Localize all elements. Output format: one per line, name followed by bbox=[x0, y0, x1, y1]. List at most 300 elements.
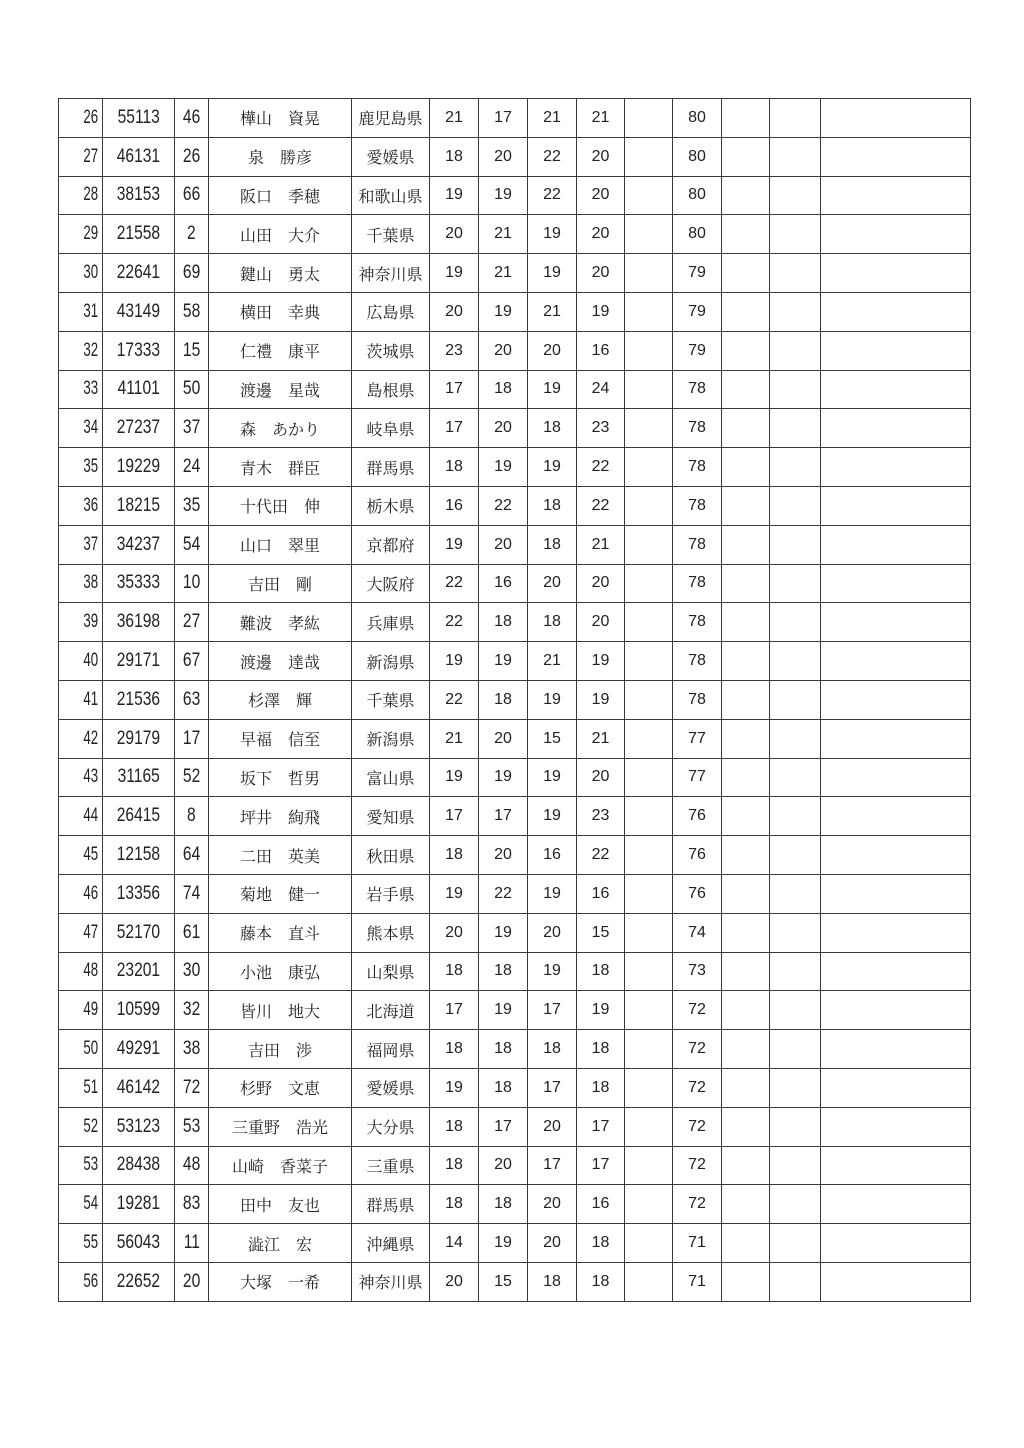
rank-text: 29 bbox=[83, 223, 98, 245]
player-id-cell bbox=[103, 913, 175, 952]
round3-score-text: 20 bbox=[543, 341, 561, 359]
empty-cell bbox=[625, 642, 673, 681]
round2-score-cell bbox=[479, 137, 528, 176]
round2-score-text: 18 bbox=[494, 1040, 512, 1058]
round4-score-text: 20 bbox=[591, 613, 610, 631]
round1-score-cell bbox=[430, 991, 479, 1030]
player-id-cell bbox=[103, 564, 175, 603]
empty-cell bbox=[770, 99, 821, 138]
total-score-text: 79 bbox=[688, 264, 706, 282]
round2-score-text: 17 bbox=[494, 807, 512, 825]
round3-score-cell bbox=[528, 564, 577, 603]
empty-cell bbox=[625, 719, 673, 758]
total-score-text: 79 bbox=[688, 302, 706, 320]
round2-score-text: 21 bbox=[494, 225, 512, 243]
round1-score-text: 22 bbox=[445, 574, 463, 592]
rank-cell bbox=[65, 215, 102, 254]
rank-cell bbox=[65, 1262, 102, 1301]
table-row bbox=[59, 137, 971, 176]
total-score-text: 78 bbox=[688, 496, 706, 514]
prefecture-cell bbox=[352, 331, 430, 370]
rank-cell bbox=[65, 1146, 102, 1185]
rank-cell bbox=[65, 1030, 102, 1069]
round3-score-cell bbox=[528, 680, 577, 719]
round2-score-cell bbox=[479, 913, 528, 952]
round3-score-text: 17 bbox=[543, 1156, 561, 1174]
player-id-cell bbox=[103, 331, 175, 370]
entry-no-text: 66 bbox=[182, 184, 201, 206]
entry-no-cell bbox=[175, 874, 209, 913]
empty-cell bbox=[625, 525, 673, 564]
player-name-cell bbox=[209, 486, 352, 525]
round2-score-cell bbox=[479, 564, 528, 603]
round2-score-text: 19 bbox=[494, 652, 512, 670]
prefecture-cell bbox=[352, 797, 430, 836]
rank-cell bbox=[65, 370, 102, 409]
prefecture-cell bbox=[352, 1262, 430, 1301]
round4-score-cell bbox=[577, 1146, 625, 1185]
round3-score-cell bbox=[528, 99, 577, 138]
player-id-cell bbox=[103, 448, 175, 487]
round2-score-text: 18 bbox=[494, 962, 512, 980]
prefecture-cell bbox=[352, 1068, 430, 1107]
prefecture-text: 鹿児島県 bbox=[358, 109, 423, 129]
total-score-text: 73 bbox=[688, 962, 706, 980]
round1-score-text: 23 bbox=[445, 341, 463, 359]
round3-score-text: 19 bbox=[543, 264, 561, 282]
total-score-text: 72 bbox=[688, 1117, 706, 1135]
table-row bbox=[59, 680, 971, 719]
empty-cell bbox=[625, 874, 673, 913]
round4-score-text: 19 bbox=[591, 302, 610, 320]
entry-no-cell bbox=[175, 1224, 209, 1263]
player-name-text: 皆川 地大 bbox=[239, 1001, 320, 1021]
round4-score-cell bbox=[577, 1107, 625, 1146]
table-row bbox=[59, 1262, 971, 1301]
entry-no-text: 37 bbox=[182, 417, 201, 439]
prefecture-text: 岩手県 bbox=[366, 885, 415, 905]
round2-score-text: 18 bbox=[494, 1195, 512, 1213]
prefecture-cell bbox=[352, 99, 430, 138]
prefecture-text: 熊本県 bbox=[366, 924, 415, 944]
empty-cell bbox=[625, 448, 673, 487]
prefecture-text: 北海道 bbox=[366, 1001, 415, 1021]
entry-no-text: 11 bbox=[183, 1232, 200, 1253]
player-name-cell bbox=[209, 1262, 352, 1301]
prefecture-cell bbox=[352, 719, 430, 758]
round3-score-cell bbox=[528, 370, 577, 409]
entry-no-text: 67 bbox=[182, 650, 201, 672]
round3-score-text: 18 bbox=[543, 1040, 561, 1058]
round4-score-text: 18 bbox=[591, 1040, 610, 1058]
round1-score-cell bbox=[430, 292, 479, 331]
round2-score-cell bbox=[479, 836, 528, 875]
player-name-text: 三重野 浩光 bbox=[231, 1118, 328, 1138]
round2-score-cell bbox=[479, 758, 528, 797]
round1-score-text: 21 bbox=[445, 108, 463, 126]
round1-score-text: 14 bbox=[445, 1234, 463, 1251]
round2-score-text: 20 bbox=[494, 846, 512, 864]
table-row bbox=[59, 1068, 971, 1107]
round4-score-text: 23 bbox=[591, 807, 610, 825]
round4-score-cell bbox=[577, 758, 625, 797]
round1-score-text: 19 bbox=[445, 1078, 463, 1096]
empty-cell bbox=[770, 1146, 821, 1185]
entry-no-cell bbox=[175, 642, 209, 681]
rank-text: 50 bbox=[83, 1038, 98, 1060]
player-name-text: 藤本 直斗 bbox=[239, 924, 320, 944]
prefecture-cell bbox=[352, 564, 430, 603]
round2-score-text: 20 bbox=[494, 729, 512, 747]
round1-score-text: 18 bbox=[445, 846, 463, 864]
round3-score-text: 21 bbox=[543, 302, 561, 320]
entry-no-text: 53 bbox=[182, 1115, 201, 1137]
prefecture-cell bbox=[352, 409, 430, 448]
total-score-text: 78 bbox=[688, 690, 706, 708]
empty-cell bbox=[821, 836, 971, 875]
entry-no-text: 8 bbox=[187, 805, 196, 827]
round4-score-cell bbox=[577, 642, 625, 681]
round3-score-text: 20 bbox=[543, 1117, 561, 1135]
round2-score-cell bbox=[479, 409, 528, 448]
round4-score-text: 20 bbox=[591, 186, 610, 204]
empty-cell bbox=[722, 409, 770, 448]
table-row bbox=[59, 642, 971, 681]
player-id-cell bbox=[103, 719, 175, 758]
rank-text: 26 bbox=[83, 106, 98, 128]
empty-cell bbox=[722, 564, 770, 603]
round1-score-cell bbox=[430, 176, 479, 215]
prefecture-text: 秋田県 bbox=[366, 846, 415, 866]
total-score-text: 78 bbox=[688, 535, 706, 553]
round3-score-text: 20 bbox=[543, 923, 561, 941]
rank-cell bbox=[65, 486, 102, 525]
round1-score-text: 19 bbox=[445, 884, 463, 902]
prefecture-text: 岐阜県 bbox=[366, 419, 415, 439]
total-score-text: 78 bbox=[688, 380, 706, 398]
round3-score-cell bbox=[528, 603, 577, 642]
prefecture-cell bbox=[352, 1185, 430, 1224]
rank-cell bbox=[65, 991, 102, 1030]
rank-text: 44 bbox=[83, 805, 98, 827]
empty-cell bbox=[770, 758, 821, 797]
total-score-cell bbox=[673, 603, 722, 642]
round3-score-cell bbox=[528, 1068, 577, 1107]
empty-cell bbox=[722, 1185, 770, 1224]
round4-score-cell bbox=[577, 370, 625, 409]
rank-text: 39 bbox=[83, 611, 98, 633]
player-name-cell bbox=[209, 603, 352, 642]
rank-text: 31 bbox=[83, 300, 98, 322]
round2-score-cell bbox=[479, 991, 528, 1030]
rank-text: 40 bbox=[83, 650, 98, 672]
round1-score-text: 18 bbox=[445, 1156, 463, 1174]
player-name-cell bbox=[209, 952, 352, 991]
total-score-cell bbox=[673, 292, 722, 331]
round4-score-text: 19 bbox=[591, 1001, 610, 1019]
entry-no-text: 10 bbox=[182, 572, 201, 594]
round2-score-cell bbox=[479, 1262, 528, 1301]
empty-cell bbox=[770, 719, 821, 758]
round1-score-text: 20 bbox=[445, 923, 463, 941]
total-score-cell bbox=[673, 409, 722, 448]
rank-cell bbox=[65, 874, 102, 913]
total-score-cell bbox=[673, 99, 722, 138]
total-score-cell bbox=[673, 564, 722, 603]
round3-score-cell bbox=[528, 1146, 577, 1185]
round2-score-text: 19 bbox=[494, 923, 512, 941]
round2-score-text: 22 bbox=[494, 884, 512, 902]
entry-no-cell bbox=[175, 913, 209, 952]
empty-cell bbox=[770, 215, 821, 254]
round4-score-text: 16 bbox=[591, 884, 610, 902]
table-row bbox=[59, 448, 971, 487]
total-score-cell bbox=[673, 1185, 722, 1224]
empty-cell bbox=[625, 1185, 673, 1224]
round4-score-cell bbox=[577, 1185, 625, 1224]
total-score-cell bbox=[673, 1262, 722, 1301]
entry-no-text: 26 bbox=[182, 145, 201, 167]
round3-score-text: 16 bbox=[543, 846, 561, 864]
round1-score-cell bbox=[430, 1185, 479, 1224]
round1-score-text: 20 bbox=[445, 1272, 463, 1290]
table-row bbox=[59, 913, 971, 952]
empty-cell bbox=[722, 331, 770, 370]
round3-score-cell bbox=[528, 913, 577, 952]
entry-no-cell bbox=[175, 680, 209, 719]
total-score-cell bbox=[673, 525, 722, 564]
empty-cell bbox=[821, 680, 971, 719]
round3-score-cell bbox=[528, 448, 577, 487]
player-name-cell bbox=[209, 719, 352, 758]
player-id-cell bbox=[103, 137, 175, 176]
round3-score-cell bbox=[528, 991, 577, 1030]
round1-score-text: 18 bbox=[445, 458, 463, 476]
player-id-text: 35333 bbox=[116, 572, 161, 594]
round2-score-cell bbox=[479, 292, 528, 331]
rank-cell bbox=[65, 448, 102, 487]
round3-score-text: 19 bbox=[543, 807, 561, 825]
prefecture-cell bbox=[352, 254, 430, 293]
entry-no-text: 15 bbox=[182, 339, 201, 361]
rank-text: 52 bbox=[83, 1115, 98, 1137]
empty-cell bbox=[722, 137, 770, 176]
round3-score-text: 20 bbox=[543, 1195, 561, 1213]
round2-score-cell bbox=[479, 797, 528, 836]
prefecture-text: 大分県 bbox=[366, 1118, 415, 1138]
player-name-cell bbox=[209, 797, 352, 836]
player-id-cell bbox=[103, 1224, 175, 1263]
total-score-cell bbox=[673, 642, 722, 681]
round3-score-text: 19 bbox=[543, 768, 561, 786]
player-id-text: 22641 bbox=[116, 262, 161, 284]
rank-text: 28 bbox=[83, 184, 98, 206]
empty-cell bbox=[821, 603, 971, 642]
player-name-text: 仁禮 康平 bbox=[239, 342, 320, 362]
rank-cell bbox=[65, 797, 102, 836]
round1-score-text: 18 bbox=[445, 962, 463, 980]
entry-no-cell bbox=[175, 952, 209, 991]
player-name-cell bbox=[209, 370, 352, 409]
round1-score-cell bbox=[430, 1030, 479, 1069]
empty-cell bbox=[821, 1224, 971, 1263]
empty-cell bbox=[770, 1262, 821, 1301]
player-id-text: 56043 bbox=[116, 1232, 161, 1253]
prefecture-text: 島根県 bbox=[366, 380, 415, 400]
round1-score-cell bbox=[430, 409, 479, 448]
round3-score-text: 18 bbox=[543, 496, 561, 514]
total-score-cell bbox=[673, 952, 722, 991]
round4-score-text: 17 bbox=[591, 1156, 610, 1174]
total-score-text: 72 bbox=[688, 1001, 706, 1019]
round3-score-text: 18 bbox=[543, 1272, 561, 1290]
round3-score-cell bbox=[528, 292, 577, 331]
round2-score-text: 18 bbox=[494, 380, 512, 398]
empty-cell bbox=[821, 486, 971, 525]
round3-score-cell bbox=[528, 331, 577, 370]
player-id-text: 36198 bbox=[116, 611, 161, 633]
round2-score-text: 21 bbox=[494, 264, 512, 282]
entry-no-cell bbox=[175, 292, 209, 331]
player-id-cell bbox=[103, 99, 175, 138]
round2-score-text: 19 bbox=[494, 1001, 512, 1019]
empty-cell bbox=[625, 836, 673, 875]
total-score-cell bbox=[673, 448, 722, 487]
round4-score-cell bbox=[577, 913, 625, 952]
entry-no-cell bbox=[175, 254, 209, 293]
empty-cell bbox=[625, 370, 673, 409]
player-id-cell bbox=[103, 215, 175, 254]
round3-score-cell bbox=[528, 836, 577, 875]
entry-no-text: 54 bbox=[182, 533, 201, 555]
entry-no-cell bbox=[175, 99, 209, 138]
prefecture-text: 沖縄県 bbox=[366, 1234, 415, 1254]
round3-score-text: 19 bbox=[543, 225, 561, 243]
rank-text: 38 bbox=[83, 572, 98, 594]
round4-score-cell bbox=[577, 874, 625, 913]
results-table bbox=[58, 98, 971, 1302]
round1-score-cell bbox=[430, 331, 479, 370]
empty-cell bbox=[821, 1262, 971, 1301]
player-id-text: 22652 bbox=[116, 1270, 161, 1292]
player-name-text: 杉野 文恵 bbox=[239, 1079, 320, 1099]
table-row bbox=[59, 525, 971, 564]
rank-cell bbox=[65, 758, 102, 797]
empty-cell bbox=[625, 1224, 673, 1263]
round4-score-cell bbox=[577, 409, 625, 448]
round3-score-cell bbox=[528, 719, 577, 758]
empty-cell bbox=[722, 1262, 770, 1301]
round3-score-text: 21 bbox=[543, 652, 561, 670]
prefecture-text: 群馬県 bbox=[366, 1195, 415, 1215]
player-id-cell bbox=[103, 1068, 175, 1107]
player-id-text: 21558 bbox=[116, 223, 161, 245]
round4-score-cell bbox=[577, 797, 625, 836]
round2-score-cell bbox=[479, 1068, 528, 1107]
round4-score-text: 18 bbox=[591, 1272, 610, 1290]
round1-score-text: 18 bbox=[445, 1040, 463, 1058]
round1-score-cell bbox=[430, 1107, 479, 1146]
empty-cell bbox=[821, 1030, 971, 1069]
empty-cell bbox=[722, 874, 770, 913]
empty-cell bbox=[770, 137, 821, 176]
round2-score-cell bbox=[479, 215, 528, 254]
player-id-text: 34237 bbox=[116, 533, 161, 555]
round2-score-cell bbox=[479, 448, 528, 487]
round3-score-cell bbox=[528, 1224, 577, 1263]
table-row bbox=[59, 874, 971, 913]
rank-text: 53 bbox=[83, 1154, 98, 1176]
player-name-text: 山田 大介 bbox=[239, 225, 320, 245]
round1-score-cell bbox=[430, 564, 479, 603]
prefecture-text: 愛媛県 bbox=[366, 1079, 415, 1099]
player-id-cell bbox=[103, 874, 175, 913]
round3-score-cell bbox=[528, 1262, 577, 1301]
round1-score-text: 17 bbox=[445, 380, 463, 398]
table-row bbox=[59, 758, 971, 797]
player-id-cell bbox=[103, 680, 175, 719]
round1-score-cell bbox=[430, 758, 479, 797]
table-row bbox=[59, 1030, 971, 1069]
total-score-cell bbox=[673, 1107, 722, 1146]
prefecture-cell bbox=[352, 836, 430, 875]
empty-cell bbox=[821, 952, 971, 991]
empty-cell bbox=[770, 254, 821, 293]
player-id-cell bbox=[103, 1107, 175, 1146]
player-name-text: 青木 群臣 bbox=[239, 458, 320, 478]
total-score-cell bbox=[673, 991, 722, 1030]
rank-cell bbox=[65, 292, 102, 331]
round4-score-text: 16 bbox=[591, 1195, 610, 1213]
round2-score-text: 16 bbox=[494, 574, 512, 592]
rank-cell bbox=[65, 836, 102, 875]
empty-cell bbox=[821, 331, 971, 370]
player-name-cell bbox=[209, 1224, 352, 1263]
player-id-cell bbox=[103, 797, 175, 836]
rank-text: 30 bbox=[83, 262, 98, 284]
entry-no-cell bbox=[175, 448, 209, 487]
round1-score-text: 18 bbox=[445, 147, 463, 165]
round2-score-cell bbox=[479, 1146, 528, 1185]
round4-score-text: 20 bbox=[591, 264, 610, 282]
prefecture-cell bbox=[352, 1030, 430, 1069]
rank-text: 49 bbox=[83, 999, 98, 1021]
player-name-cell bbox=[209, 215, 352, 254]
player-id-text: 46142 bbox=[116, 1076, 161, 1098]
total-score-cell bbox=[673, 486, 722, 525]
empty-cell bbox=[821, 409, 971, 448]
round4-score-cell bbox=[577, 176, 625, 215]
entry-no-cell bbox=[175, 370, 209, 409]
player-name-cell bbox=[209, 1068, 352, 1107]
prefecture-cell bbox=[352, 603, 430, 642]
round3-score-text: 19 bbox=[543, 690, 561, 708]
player-name-cell bbox=[209, 292, 352, 331]
player-id-cell bbox=[103, 1030, 175, 1069]
round3-score-cell bbox=[528, 486, 577, 525]
player-id-text: 10599 bbox=[116, 999, 161, 1021]
entry-no-text: 58 bbox=[182, 300, 201, 322]
player-name-cell bbox=[209, 680, 352, 719]
round3-score-text: 17 bbox=[543, 1001, 561, 1019]
rank-text: 33 bbox=[83, 378, 98, 400]
player-name-text: 渡邊 達哉 bbox=[239, 652, 320, 672]
rank-cell bbox=[65, 525, 102, 564]
round4-score-text: 20 bbox=[591, 574, 610, 592]
round2-score-text: 19 bbox=[494, 768, 512, 786]
round3-score-cell bbox=[528, 215, 577, 254]
empty-cell bbox=[821, 448, 971, 487]
